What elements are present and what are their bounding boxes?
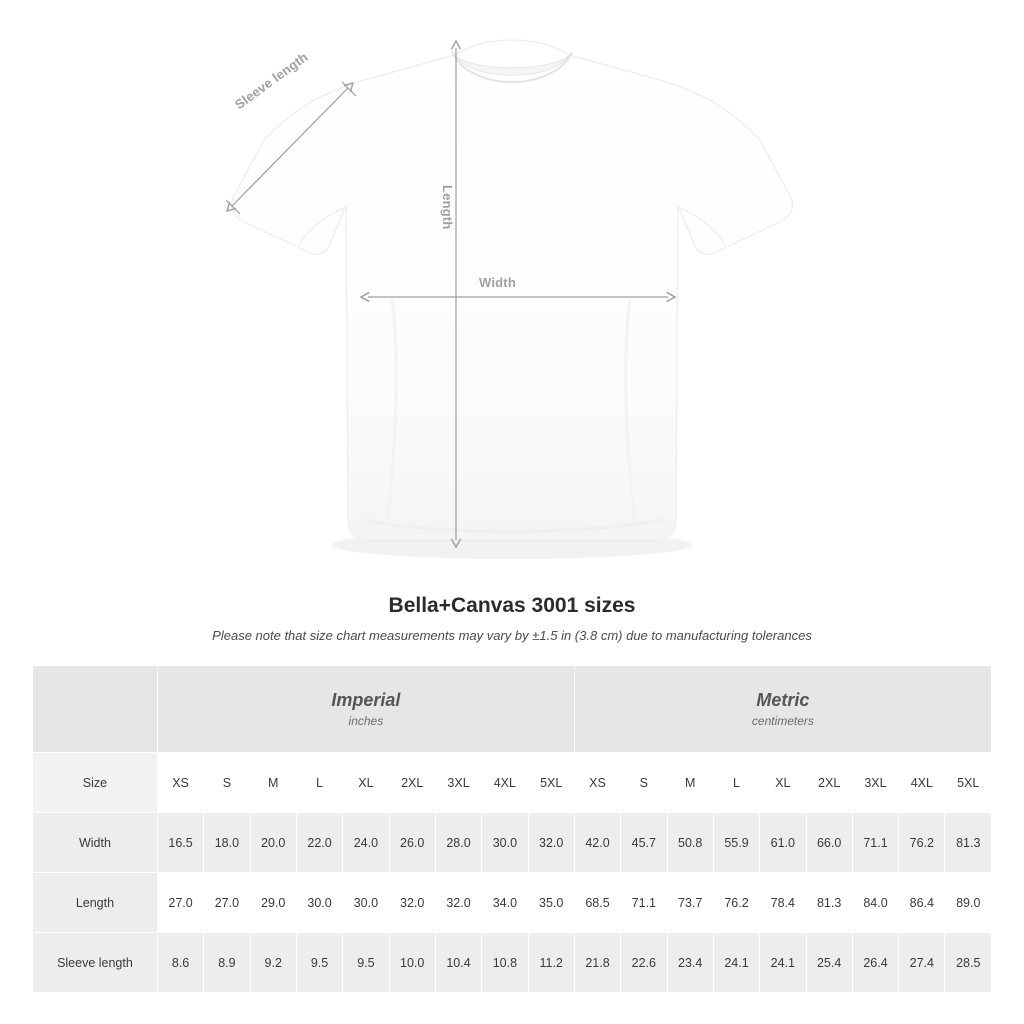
cell-width-metric-s: 45.7 (621, 813, 667, 873)
column-header-metric-xl: XL (760, 753, 806, 813)
cell-width-metric-4xl: 76.2 (899, 813, 945, 873)
cell-sleeve-metric-m: 23.4 (667, 933, 713, 993)
cell-length-imperial-5xl: 35.0 (528, 873, 574, 933)
column-header-metric-2xl: 2XL (806, 753, 852, 813)
column-header-imperial-2xl: 2XL (389, 753, 435, 813)
cell-width-imperial-s: 18.0 (204, 813, 250, 873)
cell-length-imperial-3xl: 32.0 (435, 873, 481, 933)
cell-length-metric-4xl: 86.4 (899, 873, 945, 933)
width-label: Width (479, 275, 516, 290)
column-header-metric-3xl: 3XL (852, 753, 898, 813)
cell-sleeve-imperial-m: 9.2 (250, 933, 296, 993)
table-row (33, 933, 992, 993)
cell-width-imperial-l: 22.0 (296, 813, 342, 873)
column-header-metric-l: L (713, 753, 759, 813)
cell-length-metric-2xl: 81.3 (806, 873, 852, 933)
cell-sleeve-metric-s: 22.6 (621, 933, 667, 993)
table-size-header-row (33, 753, 992, 813)
cell-length-imperial-m: 29.0 (250, 873, 296, 933)
system-header-metric (574, 666, 991, 753)
cell-length-metric-xs: 68.5 (574, 873, 620, 933)
row-header-width: Width (33, 813, 158, 873)
cell-length-imperial-l: 30.0 (296, 873, 342, 933)
column-header-imperial-4xl: 4XL (482, 753, 528, 813)
cell-width-imperial-xs: 16.5 (157, 813, 203, 873)
table-system-header-row (33, 666, 992, 753)
column-header-metric-5xl: 5XL (945, 753, 992, 813)
system-header-imperial (157, 666, 574, 753)
cell-sleeve-imperial-2xl: 10.0 (389, 933, 435, 993)
page-title: Bella+Canvas 3001 sizes (388, 594, 636, 617)
cell-sleeve-imperial-s: 8.9 (204, 933, 250, 993)
column-header-imperial-5xl: 5XL (528, 753, 574, 813)
column-header-imperial-xs: XS (157, 753, 203, 813)
cell-sleeve-imperial-l: 9.5 (296, 933, 342, 993)
corner-cell (33, 666, 158, 753)
system-unit-imperial: inches (348, 714, 384, 729)
cell-width-metric-xs: 42.0 (574, 813, 620, 873)
table-row (33, 873, 992, 933)
cell-width-imperial-5xl: 32.0 (528, 813, 574, 873)
cell-width-imperial-4xl: 30.0 (482, 813, 528, 873)
cell-width-metric-2xl: 66.0 (806, 813, 852, 873)
cell-width-imperial-m: 20.0 (250, 813, 296, 873)
cell-width-imperial-3xl: 28.0 (435, 813, 481, 873)
tolerance-note: Please note that size chart measurements may vary by ±1.5 in (3.8 cm) due to manufacturing tolerances (212, 628, 812, 643)
cell-length-metric-s: 71.1 (621, 873, 667, 933)
cell-sleeve-imperial-3xl: 10.4 (435, 933, 481, 993)
cell-length-metric-5xl: 89.0 (945, 873, 992, 933)
cell-length-imperial-s: 27.0 (204, 873, 250, 933)
cell-width-metric-xl: 61.0 (760, 813, 806, 873)
cell-sleeve-metric-l: 24.1 (713, 933, 759, 993)
cell-width-imperial-xl: 24.0 (343, 813, 389, 873)
table-row (33, 813, 992, 873)
size-chart-container (32, 665, 992, 993)
column-header-metric-m: M (667, 753, 713, 813)
column-header-imperial-s: S (204, 753, 250, 813)
cell-sleeve-metric-xl: 24.1 (760, 933, 806, 993)
cell-sleeve-metric-2xl: 25.4 (806, 933, 852, 993)
cell-sleeve-imperial-4xl: 10.8 (482, 933, 528, 993)
column-header-metric-s: S (621, 753, 667, 813)
cell-length-metric-3xl: 84.0 (852, 873, 898, 933)
cell-width-metric-3xl: 71.1 (852, 813, 898, 873)
title-block (0, 594, 1024, 643)
column-header-metric-4xl: 4XL (899, 753, 945, 813)
cell-width-imperial-2xl: 26.0 (389, 813, 435, 873)
cell-sleeve-imperial-xl: 9.5 (343, 933, 389, 993)
cell-length-imperial-xs: 27.0 (157, 873, 203, 933)
cell-length-metric-xl: 78.4 (760, 873, 806, 933)
cell-sleeve-metric-xs: 21.8 (574, 933, 620, 993)
cell-length-imperial-2xl: 32.0 (389, 873, 435, 933)
row-header-sleeve-length: Sleeve length (33, 933, 158, 993)
cell-length-imperial-4xl: 34.0 (482, 873, 528, 933)
column-header-imperial-l: L (296, 753, 342, 813)
size-chart-table (32, 665, 992, 993)
column-header-imperial-xl: XL (343, 753, 389, 813)
column-header-size: Size (33, 753, 158, 813)
cell-sleeve-metric-3xl: 26.4 (852, 933, 898, 993)
cell-sleeve-imperial-xs: 8.6 (157, 933, 203, 993)
cell-width-metric-5xl: 81.3 (945, 813, 992, 873)
sleeve-length-label: Sleeve length (232, 49, 311, 113)
cell-length-imperial-xl: 30.0 (343, 873, 389, 933)
column-header-imperial-3xl: 3XL (435, 753, 481, 813)
column-header-imperial-m: M (250, 753, 296, 813)
row-header-length: Length (33, 873, 158, 933)
system-name-metric: Metric (756, 689, 810, 710)
system-unit-metric: centimeters (751, 714, 814, 729)
length-label: Length (440, 185, 455, 230)
cell-width-metric-m: 50.8 (667, 813, 713, 873)
cell-sleeve-metric-4xl: 27.4 (899, 933, 945, 993)
column-header-metric-xs: XS (574, 753, 620, 813)
cell-length-metric-m: 73.7 (667, 873, 713, 933)
system-name-imperial: Imperial (331, 689, 401, 710)
cell-length-metric-l: 76.2 (713, 873, 759, 933)
cell-width-metric-l: 55.9 (713, 813, 759, 873)
cell-sleeve-imperial-5xl: 11.2 (528, 933, 574, 993)
cell-sleeve-metric-5xl: 28.5 (945, 933, 992, 993)
